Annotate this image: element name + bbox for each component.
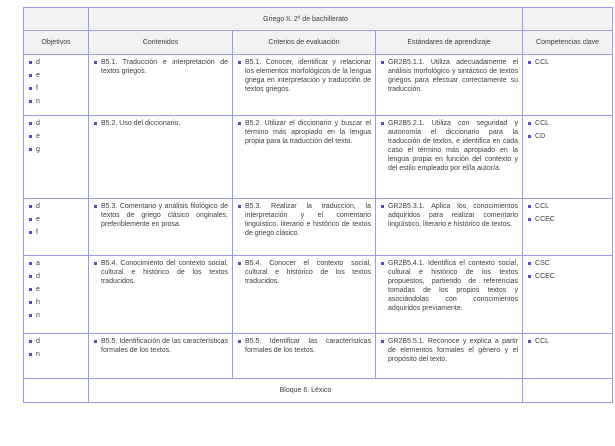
footer-row-empty-right [523, 379, 613, 403]
objetivos-cell [24, 199, 89, 256]
bullet-icon [94, 205, 97, 208]
objetivo-label: d [36, 203, 40, 210]
criterio-text: B5.3. Realizar la traducción, la interpretación y el comentario lingüístico, literario e histórico de textos de griego clásico. [245, 203, 371, 237]
contenido-text: B5.3. Comentario y análisis filológico de textos de griego clásico originales, preferiblemente en prosa. [101, 203, 228, 228]
bullet-icon [528, 135, 531, 138]
list-item [28, 202, 84, 211]
table-row [24, 199, 613, 256]
criterios-cell [233, 334, 376, 379]
list-item [527, 272, 608, 281]
objetivo-label: e [36, 72, 40, 79]
contenidos-list [93, 58, 228, 76]
criterios-list [237, 202, 371, 238]
estandar-text: GR2B5.4.1. Identifica el contexto social, cultural e histórico de los textos propuestos, partiendo de referencias tomadas de los propios textos y asociándolas con conocimientos adquiridos previamente. [388, 260, 519, 312]
list-item [237, 119, 371, 146]
column-header-objetivos: Objetivos [24, 31, 89, 55]
objetivos-list [28, 259, 84, 320]
competencias-list [527, 58, 608, 67]
criterios-list [237, 337, 371, 355]
objetivos-cell [24, 334, 89, 379]
objetivo-label: n [36, 312, 40, 319]
estandares-cell [376, 256, 523, 334]
objetivo-label: n [36, 351, 40, 358]
list-item [527, 132, 608, 141]
table-row [24, 55, 613, 116]
bullet-icon [528, 205, 531, 208]
contenido-text: B5.4. Conocimiento del contexto social, cultural e histórico de los textos traducidos. [101, 260, 228, 285]
table-row [24, 256, 613, 334]
column-header-criterios: Criterios de evaluación [233, 31, 376, 55]
bullet-icon [528, 275, 531, 278]
table-row [24, 116, 613, 199]
objetivos-cell [24, 256, 89, 334]
contenidos-list [93, 119, 228, 128]
list-item [380, 337, 518, 364]
bullet-icon [528, 262, 531, 265]
contenidos-list [93, 337, 228, 355]
criterios-list [237, 58, 371, 94]
criterios-cell [233, 256, 376, 334]
objetivos-list [28, 337, 84, 359]
objetivos-cell [24, 55, 89, 116]
bullet-icon [238, 61, 241, 64]
bullet-icon [29, 87, 32, 90]
bullet-icon [238, 340, 241, 343]
bullet-icon [29, 340, 32, 343]
competencias-list [527, 119, 608, 141]
estandares-list [380, 202, 518, 229]
bullet-icon [29, 135, 32, 138]
estandar-text: GR2B5.3.1. Aplica los conocimientos adquiridos para realizar comentario lingüístico, literario e histórico de textos. [388, 203, 519, 228]
estandares-cell [376, 116, 523, 199]
objetivo-label: d [36, 273, 40, 280]
estandares-list [380, 58, 518, 94]
bullet-icon [94, 262, 97, 265]
list-item [28, 119, 84, 128]
list-item [93, 259, 228, 286]
competencia-label: CCEC [535, 273, 555, 280]
list-item [28, 228, 84, 237]
objetivo-label: g [36, 146, 40, 153]
objetivo-label: h [36, 299, 40, 306]
estandares-cell [376, 334, 523, 379]
criterio-text: B5.5. Identificar las características formales de los textos. [245, 338, 371, 354]
estandares-cell [376, 199, 523, 256]
bullet-icon [381, 262, 384, 265]
list-item [237, 337, 371, 355]
list-item [527, 58, 608, 67]
column-header-competencias: Competencias clave [523, 31, 613, 55]
estandar-text: GR2B5.2.1. Utiliza con seguridad y autonomía el diccionario para la traducción de textos, e identifica en cada caso el término más apropiado en la lengua propia en función del contexto y del estilo empleado por el/la autor/a. [388, 120, 519, 172]
estandar-text: GR2B5.1.1. Utiliza adecuadamente el análisis morfológico y sintáctico de textos griegos para efectuar correctamente su traducción. [388, 59, 519, 93]
estandar-text: GR2B5.5.1. Reconoce y explica a partir de elementos formales el género y el propósito del texto. [388, 338, 519, 363]
estandares-list [380, 119, 518, 173]
list-item [28, 58, 84, 67]
objetivo-label: f [36, 85, 38, 92]
bullet-icon [238, 122, 241, 125]
bullet-icon [381, 61, 384, 64]
bullet-icon [29, 122, 32, 125]
competencias-cell [523, 334, 613, 379]
competencias-cell [523, 199, 613, 256]
bullet-icon [29, 100, 32, 103]
list-item [28, 145, 84, 154]
list-item [237, 202, 371, 238]
bullet-icon [528, 340, 531, 343]
objetivo-label: d [36, 338, 40, 345]
competencias-cell [523, 256, 613, 334]
list-item [527, 202, 608, 211]
list-item [527, 337, 608, 346]
list-item [380, 202, 518, 229]
competencias-list [527, 202, 608, 224]
bullet-icon [29, 74, 32, 77]
title-row-empty-left [24, 8, 89, 31]
contenidos-cell [89, 116, 233, 199]
curriculum-table [23, 7, 613, 403]
footer-row-empty-left [24, 379, 89, 403]
estandares-cell [376, 55, 523, 116]
competencias-list [527, 337, 608, 346]
estandares-list [380, 259, 518, 313]
criterios-cell [233, 55, 376, 116]
column-header-estandares: Estándares de aprendizaje [376, 31, 523, 55]
criterios-cell [233, 116, 376, 199]
list-item [237, 58, 371, 94]
list-item [28, 259, 84, 268]
list-item [28, 84, 84, 93]
list-item [527, 215, 608, 224]
bullet-icon [238, 205, 241, 208]
list-item [93, 202, 228, 229]
list-item [28, 71, 84, 80]
competencias-list [527, 259, 608, 281]
bullet-icon [94, 61, 97, 64]
bullet-icon [29, 231, 32, 234]
criterio-text: B5.2. Utilizar el diccionario y buscar el término más apropiado en la lengua propia para la traducción del texto. [245, 120, 371, 145]
competencia-label: CD [535, 133, 546, 140]
competencia-label: CSC [535, 260, 550, 267]
contenidos-list [93, 202, 228, 229]
contenido-text: B5.5. Identificación de las características formales de los textos. [101, 338, 228, 354]
bullet-icon [94, 340, 97, 343]
list-item [380, 259, 518, 313]
contenidos-cell [89, 55, 233, 116]
list-item [527, 259, 608, 268]
bullet-icon [29, 218, 32, 221]
title-row-empty-right [523, 8, 613, 31]
list-item [28, 272, 84, 281]
list-item [93, 337, 228, 355]
competencias-cell [523, 55, 613, 116]
contenidos-cell [89, 256, 233, 334]
competencia-label: CCL [535, 120, 550, 127]
list-item [28, 97, 84, 106]
bullet-icon [29, 353, 32, 356]
list-item [28, 132, 84, 141]
bullet-icon [29, 205, 32, 208]
list-item [28, 311, 84, 320]
block-footer-label: Bloque 6. Léxico [89, 379, 523, 403]
objetivo-label: d [36, 120, 40, 127]
objetivos-cell [24, 116, 89, 199]
competencias-cell [523, 116, 613, 199]
table-footer-row [24, 379, 613, 403]
table-title-row [24, 8, 613, 31]
list-item [28, 337, 84, 346]
column-header-contenidos: Contenidos [89, 31, 233, 55]
page-title: Griego II. 2º de bachillerato [89, 8, 523, 31]
column-header-row [24, 31, 613, 55]
criterios-list [237, 119, 371, 146]
competencia-label: CCL [535, 203, 550, 210]
objetivos-list [28, 58, 84, 106]
list-item [28, 215, 84, 224]
objetivo-label: f [36, 229, 38, 236]
list-item [28, 285, 84, 294]
objetivo-label: d [36, 59, 40, 66]
table-row [24, 334, 613, 379]
bullet-icon [29, 262, 32, 265]
contenido-text: B5.2. Uso del diccionario. [101, 120, 181, 127]
objetivo-label: e [36, 286, 40, 293]
list-item [527, 119, 608, 128]
estandares-list [380, 337, 518, 364]
competencia-label: CCL [535, 59, 550, 66]
objetivo-label: a [36, 260, 40, 267]
bullet-icon [381, 205, 384, 208]
bullet-icon [29, 148, 32, 151]
bullet-icon [238, 262, 241, 265]
contenidos-list [93, 259, 228, 286]
objetivos-list [28, 119, 84, 154]
objetivo-label: e [36, 133, 40, 140]
bullet-icon [29, 61, 32, 64]
list-item [93, 58, 228, 76]
contenidos-cell [89, 334, 233, 379]
objetivos-list [28, 202, 84, 237]
bullet-icon [29, 275, 32, 278]
objetivo-label: e [36, 216, 40, 223]
bullet-icon [528, 122, 531, 125]
bullet-icon [29, 288, 32, 291]
list-item [237, 259, 371, 286]
criterio-text: B5.1. Conocer, identificar y relacionar los elementos morfológicos de la lengua griega en interpretación y traducción de textos griegos. [245, 59, 371, 93]
criterios-cell [233, 199, 376, 256]
competencia-label: CCEC [535, 216, 555, 223]
bullet-icon [29, 314, 32, 317]
bullet-icon [528, 61, 531, 64]
list-item [380, 119, 518, 173]
criterios-list [237, 259, 371, 286]
bullet-icon [29, 301, 32, 304]
list-item [28, 298, 84, 307]
competencia-label: CCL [535, 338, 550, 345]
criterio-text: B5.4. Conocer el contexto social, cultural e histórico de los textos traducidos. [245, 260, 371, 285]
bullet-icon [94, 122, 97, 125]
bullet-icon [381, 122, 384, 125]
objetivo-label: n [36, 98, 40, 105]
list-item [380, 58, 518, 94]
contenido-text: B5.1. Traducción e interpretación de textos griegos. [101, 59, 228, 75]
list-item [93, 119, 228, 128]
list-item [28, 350, 84, 359]
bullet-icon [381, 340, 384, 343]
contenidos-cell [89, 199, 233, 256]
bullet-icon [528, 218, 531, 221]
